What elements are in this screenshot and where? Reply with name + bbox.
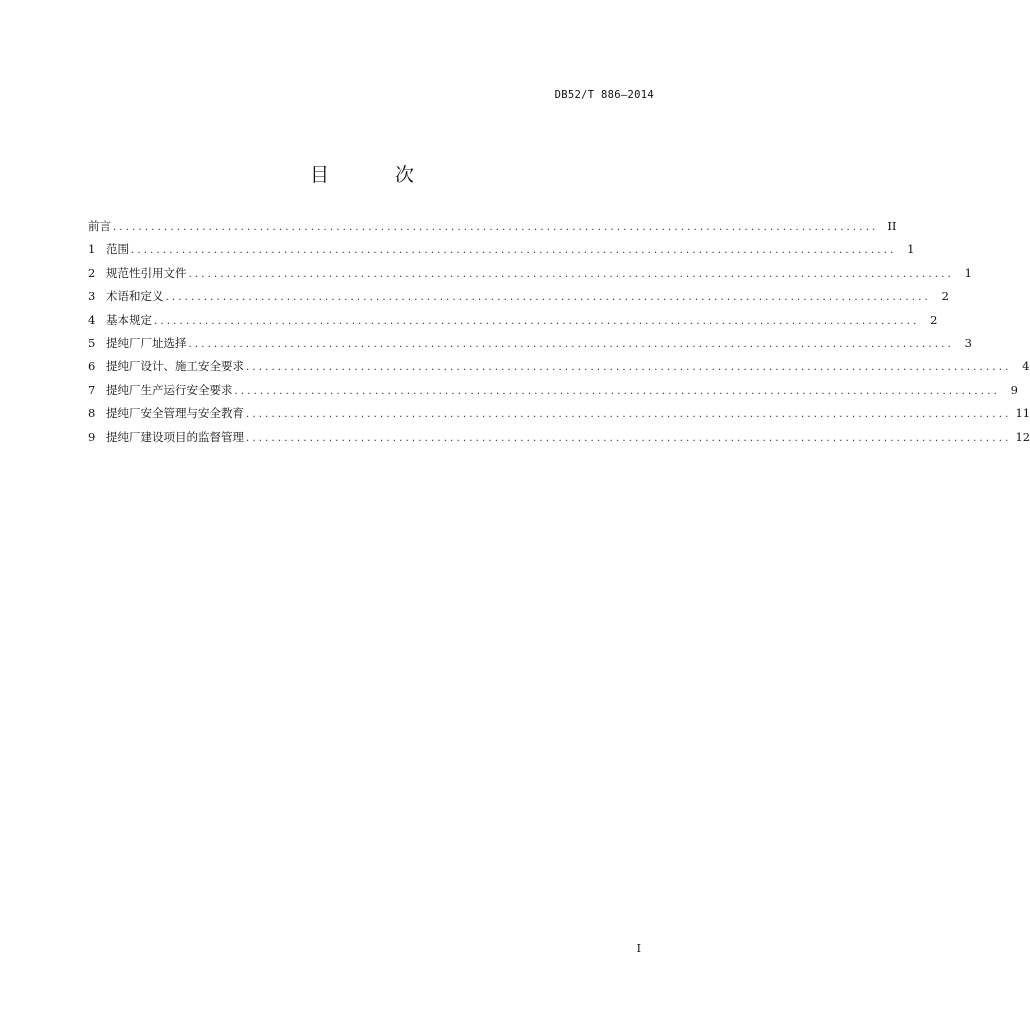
toc-entry-number: 5 bbox=[88, 335, 96, 350]
toc-leader-dots: ........................................................................................................................ bbox=[131, 245, 897, 257]
toc-entry-page: 3 bbox=[964, 335, 972, 350]
toc-entry-text: 提纯厂厂址选择 bbox=[106, 335, 187, 350]
toc-entry-number: 4 bbox=[88, 312, 96, 327]
toc-entry-page: 12 bbox=[1015, 429, 1030, 444]
toc-entry-page: 2 bbox=[941, 289, 949, 304]
toc-entry[interactable] bbox=[88, 312, 938, 336]
toc-entry[interactable] bbox=[88, 289, 949, 312]
toc-entry-page: 1 bbox=[964, 265, 972, 280]
toc-entry[interactable] bbox=[88, 242, 915, 265]
toc-entry-text: 术语和定义 bbox=[106, 289, 164, 304]
table-of-contents bbox=[88, 219, 1030, 453]
toc-entry-text: 提纯厂安全管理与安全教育 bbox=[106, 406, 244, 421]
toc-leader-dots: ........................................................................................................................ bbox=[188, 338, 954, 350]
toc-entry-text: 前言 bbox=[88, 219, 111, 233]
toc-entry-page: II bbox=[887, 219, 897, 233]
toc-leader-dots: ........................................................................................................................ bbox=[246, 362, 1012, 374]
toc-entry-number: 2 bbox=[88, 265, 96, 280]
toc-leader-dots: ........................................................................................................................ bbox=[246, 432, 1012, 444]
toc-entry[interactable] bbox=[88, 382, 1018, 406]
toc-leader-dots: ........................................................................................................................ bbox=[165, 292, 931, 304]
toc-entry[interactable] bbox=[88, 335, 972, 359]
toc-entry-text: 基本规定 bbox=[106, 312, 152, 327]
document-code: DB52/T 886—2014 bbox=[554, 89, 654, 101]
toc-entry-page: 4 bbox=[1022, 359, 1030, 374]
toc-leader-dots: ........................................................................................................................ bbox=[246, 409, 1012, 421]
toc-leader-dots: ........................................................................................................................ bbox=[188, 268, 954, 280]
toc-entry-text: 提纯厂生产运行安全要求 bbox=[106, 382, 233, 397]
toc-entry-text: 规范性引用文件 bbox=[106, 265, 187, 280]
toc-entry-text: 提纯厂设计、施工安全要求 bbox=[106, 359, 244, 374]
toc-entry[interactable] bbox=[88, 406, 1030, 429]
toc-entry-number: 3 bbox=[88, 289, 96, 304]
toc-entry-number: 6 bbox=[88, 359, 96, 374]
toc-entry-number: 1 bbox=[88, 242, 96, 257]
page-title: 目 次 bbox=[309, 164, 445, 186]
toc-entry-number: 7 bbox=[88, 382, 96, 397]
toc-entry[interactable] bbox=[88, 219, 897, 242]
toc-entry[interactable] bbox=[88, 429, 1030, 453]
toc-entry-text: 提纯厂建设项目的监督管理 bbox=[106, 429, 244, 444]
page-number: I bbox=[636, 942, 641, 955]
toc-entry-page: 11 bbox=[1015, 406, 1030, 421]
toc-leader-dots: ........................................................................................................................ bbox=[113, 222, 879, 233]
toc-leader-dots: ........................................................................................................................ bbox=[154, 315, 920, 327]
toc-entry-number: 8 bbox=[88, 406, 96, 421]
toc-entry[interactable] bbox=[88, 265, 972, 289]
toc-entry-page: 2 bbox=[930, 312, 938, 327]
toc-entry[interactable] bbox=[88, 359, 1030, 382]
toc-entry-page: 9 bbox=[1010, 382, 1018, 397]
toc-entry-text: 范围 bbox=[106, 242, 129, 257]
toc-leader-dots: ........................................................................................................................ bbox=[234, 385, 1000, 397]
toc-entry-number: 9 bbox=[88, 429, 96, 444]
toc-entry-page: 1 bbox=[907, 242, 915, 257]
